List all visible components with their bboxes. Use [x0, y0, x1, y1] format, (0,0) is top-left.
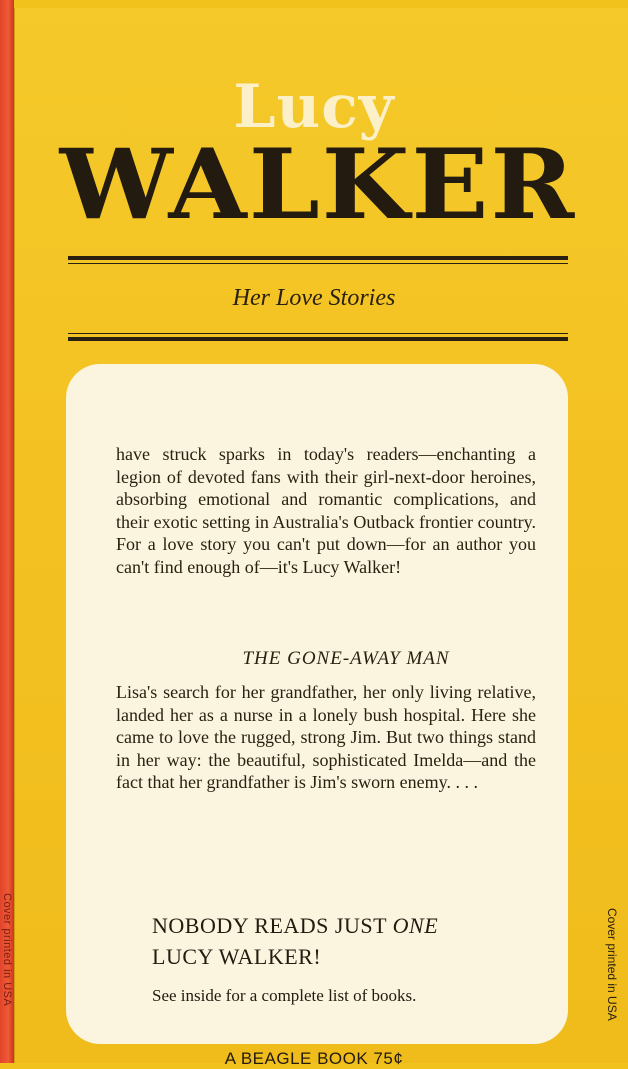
slogan-line-1: [152, 913, 438, 939]
bottom-rule-thick: [68, 337, 568, 341]
top-rule-thin: [68, 263, 568, 264]
top-rule-thick: [68, 256, 568, 260]
book-spine-edge: [0, 0, 14, 1063]
see-inside-note: See inside for a complete list of books.: [152, 986, 417, 1005]
slogan-line-2: LUCY WALKER!: [152, 944, 322, 969]
publisher-line: A BEAGLE BOOK 75¢: [224, 1049, 404, 1068]
author-last-name: WALKER: [59, 128, 577, 241]
spine-print-note: Cover printed in USA: [1, 893, 13, 1007]
slogan-prefix: NOBODY READS JUST: [152, 913, 387, 938]
author-first-name: Lucy: [233, 72, 395, 142]
bottom-rule-thin: [68, 333, 568, 334]
series-subtitle: Her Love Stories: [232, 285, 396, 311]
intro-blurb: have struck sparks in today's readers—enchanting a legion of devoted fans with their girl-next-door heroines, absorbing emotional and romantic complications, and their exotic setting in Australia's Outback frontier country. For a love story you can't put down—for an author you can't find enough of—it's Lucy Walker!: [116, 444, 536, 577]
book-blurb: Lisa's search for her grandfather, her only living relative, landed her as a nurse in a lonely bush hospital. Here she came to love the rugged, strong Jim. But two things stand in her way: the beautiful, sophisticated Imelda—and the fact that her grandfather is Jim's sworn enemy. . . .: [116, 682, 536, 792]
edge-print-note: Cover printed in USA: [605, 908, 619, 1021]
book-title: THE GONE-AWAY MAN: [242, 648, 450, 669]
slogan-emphasis: ONE: [392, 913, 439, 938]
